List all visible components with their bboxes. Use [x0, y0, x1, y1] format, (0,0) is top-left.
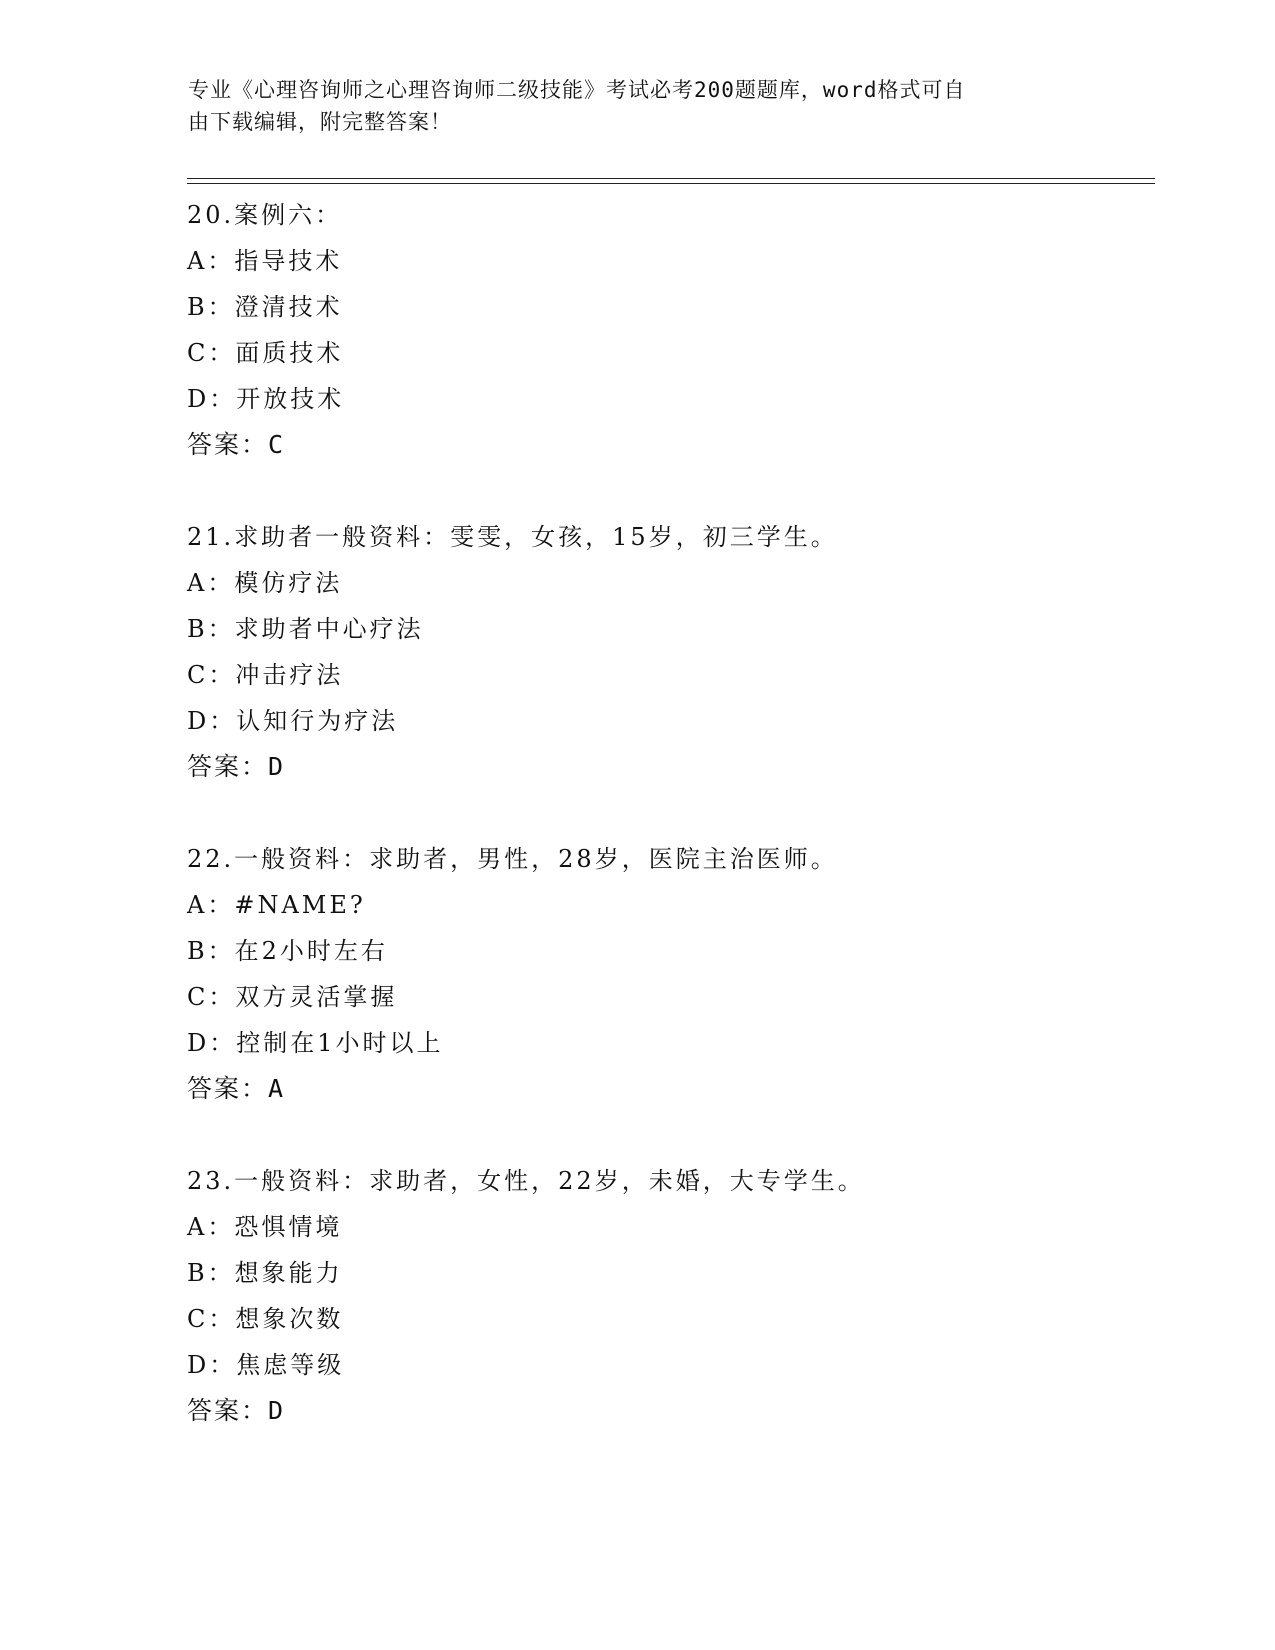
option-d: D：焦虑等级 [187, 1351, 345, 1379]
header-line-2: 由下载编辑，附完整答案！ [188, 110, 452, 134]
option-b: B：想象能力 [187, 1259, 343, 1287]
question-list [187, 192, 1147, 1480]
question-title: 21.求助者一般资料：雯雯，女孩，15岁，初三学生。 [187, 523, 838, 551]
option-b: B：求助者中心疗法 [187, 615, 424, 643]
option-c: C：冲击疗法 [187, 661, 344, 689]
option-a: A：指导技术 [187, 247, 343, 275]
option-d: D：认知行为疗法 [187, 707, 399, 735]
question-title: 20.案例六： [187, 201, 343, 229]
answer-line: 答案：A [187, 1074, 286, 1103]
option-d: D：控制在1小时以上 [187, 1029, 444, 1057]
option-c: C：想象次数 [187, 1305, 344, 1333]
option-a: A：模仿疗法 [187, 569, 343, 597]
option-c: C：双方灵活掌握 [187, 983, 398, 1011]
question-22 [187, 836, 1147, 1112]
question-title: 23.一般资料：求助者，女性，22岁，未婚，大专学生。 [187, 1167, 865, 1195]
option-a: A：#NAME? [187, 891, 366, 919]
answer-line: 答案：C [187, 430, 286, 459]
question-21 [187, 514, 1147, 790]
question-20 [187, 192, 1147, 468]
question-23 [187, 1158, 1147, 1434]
option-d: D：开放技术 [187, 385, 345, 413]
option-c: C：面质技术 [187, 339, 344, 367]
document-header [188, 74, 1068, 138]
answer-line: 答案：D [187, 1396, 286, 1425]
header-divider-bottom [187, 183, 1155, 184]
option-b: B：在2小时左右 [187, 937, 388, 965]
question-title: 22.一般资料：求助者，男性，28岁，医院主治医师。 [187, 845, 838, 873]
option-b: B：澄清技术 [187, 293, 343, 321]
header-divider-top [187, 178, 1155, 179]
option-a: A：恐惧情境 [187, 1213, 343, 1241]
header-line-1: 专业《心理咨询师之心理咨询师二级技能》考试必考200题题库，word格式可自 [188, 78, 966, 102]
answer-line: 答案：D [187, 752, 286, 781]
